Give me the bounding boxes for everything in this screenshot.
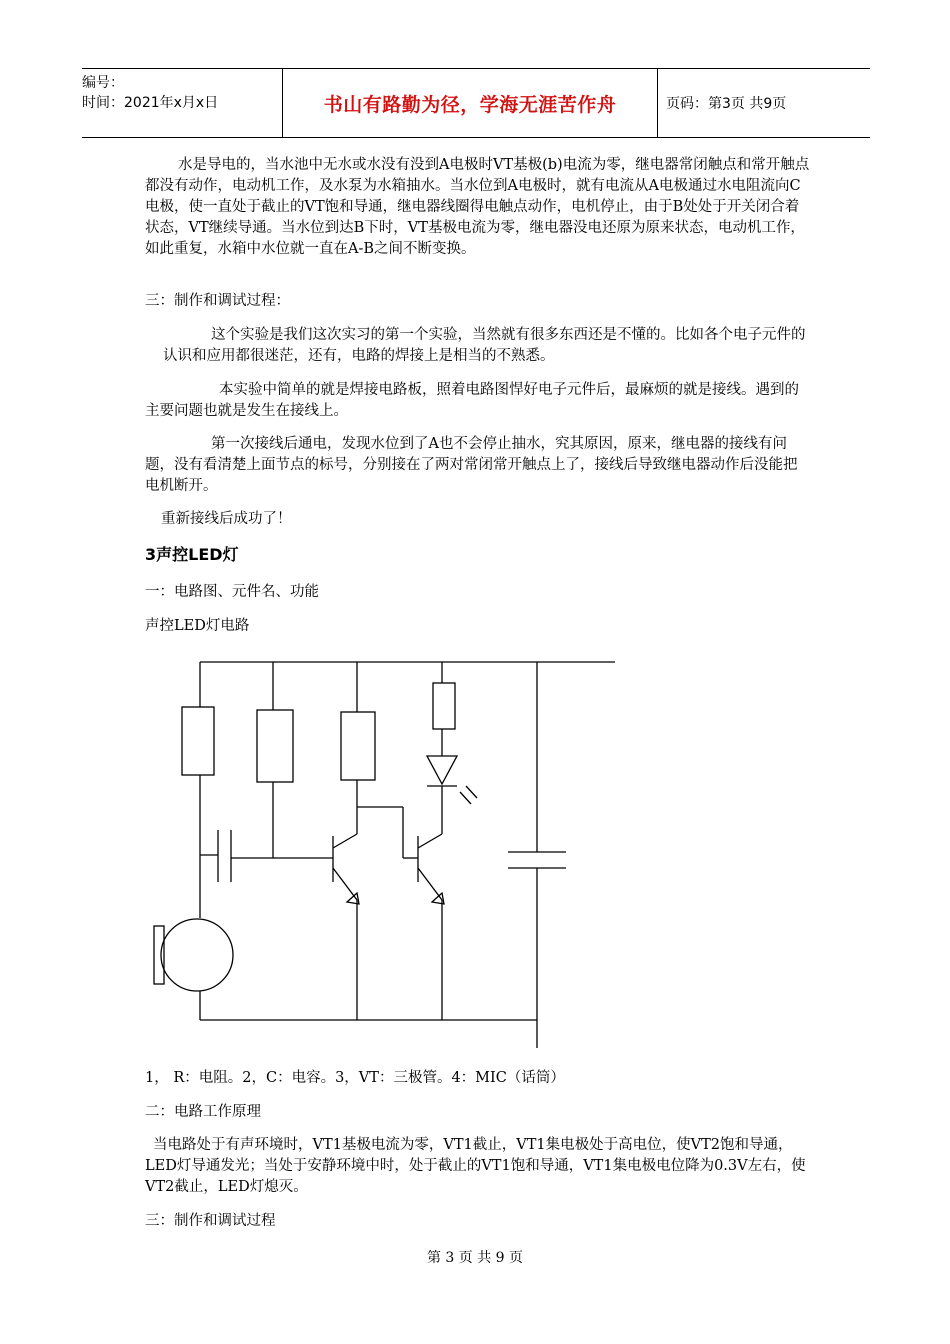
header-motto: 书山有路勤为径，学海无涯苦作舟 <box>282 69 658 137</box>
paragraph-first-wiring: 第一次接线后通电，发现水位到了A也不会停止抽水，究其原因，原来，继电器的接线有问题，没有看清楚上面节点的标号，分别接在了两对常闭常开触点上了，接线后导致继电器动作后没能把电机断开。 <box>145 436 798 494</box>
sound-led-circuit-diagram <box>145 650 625 1050</box>
section-title-make-debug: 三：制作和调试过程： <box>145 293 290 309</box>
paragraph-working-principle: 当电路处于有声环境时，VT1基极电流为零，VT1截止，VT1集电极处于高电位，使VT2饱和导通，LED灯导通发光；当处于安静环境中时，处于截止的VT1饱和导通，VT1集电极电位降为0.3V左右，使VT2截止，LED灯熄灭。 <box>145 1137 806 1195</box>
paragraph-water-principle: 水是导电的，当水池中无水或水没有没到A电极时VT基极(b)电流为零，继电器常闭触点和常开触点都没有动作，电动机工作，及水泵为水箱抽水。当水位到A电极时，就有电流从A电极通过水电阻流向C电极，使一直处于截止的VT饱和导通，继电器线圈得电触点动作，电机停止，由于B处处于开关闭合着状态，VT继续导通。当水位到达B下时，VT基极电流为零，继电器没电还原为原来状态，电动机工作，如此重复，水箱中水位就一直在A-B之间不断变换。 <box>145 157 810 257</box>
resistor-r3 <box>341 712 375 780</box>
page-header <box>82 68 870 138</box>
heading-sound-led: 3声控LED灯 <box>145 545 239 564</box>
header-meta <box>82 69 282 141</box>
resistor-r4 <box>433 683 455 729</box>
resistor-r1 <box>182 707 214 775</box>
header-page-code: 页码：第3页 共9页 <box>666 96 787 112</box>
resistor-r2 <box>257 710 293 782</box>
microphone-mic <box>161 919 233 991</box>
paragraph-first-experiment: 这个实验是我们这次实习的第一个实验，当然就有很多东西还是不懂的。比如各个电子元件的认识和应用都很迷茫，还有，电路的焊接上是相当的不熟悉。 <box>163 327 806 364</box>
paragraph-success: 重新接线后成功了！ <box>161 511 292 527</box>
doc-date: 时间：2021年x月x日 <box>82 95 219 111</box>
led-diode <box>427 756 457 784</box>
paragraph-welding: 本实验中简单的就是焊接电路板，照着电路图悍好电子元件后，最麻烦的就是接线。遇到的主要问题也就是发生在接线上。 <box>145 382 799 419</box>
subtitle-make-debug-2: 三：制作和调试过程 <box>145 1213 276 1229</box>
doc-number: 编号： <box>82 75 124 91</box>
circuit-caption: 声控LED灯电路 <box>145 618 250 634</box>
component-list: 1， R：电阻。2，C：电容。3，VT：三极管。4：MIC（话筒） <box>145 1070 565 1086</box>
subtitle-circuit-components: 一：电路图、元件名、功能 <box>145 584 319 600</box>
page-footer: 第 3 页 共 9 页 <box>426 1250 524 1266</box>
subtitle-working-principle: 二：电路工作原理 <box>145 1104 261 1120</box>
